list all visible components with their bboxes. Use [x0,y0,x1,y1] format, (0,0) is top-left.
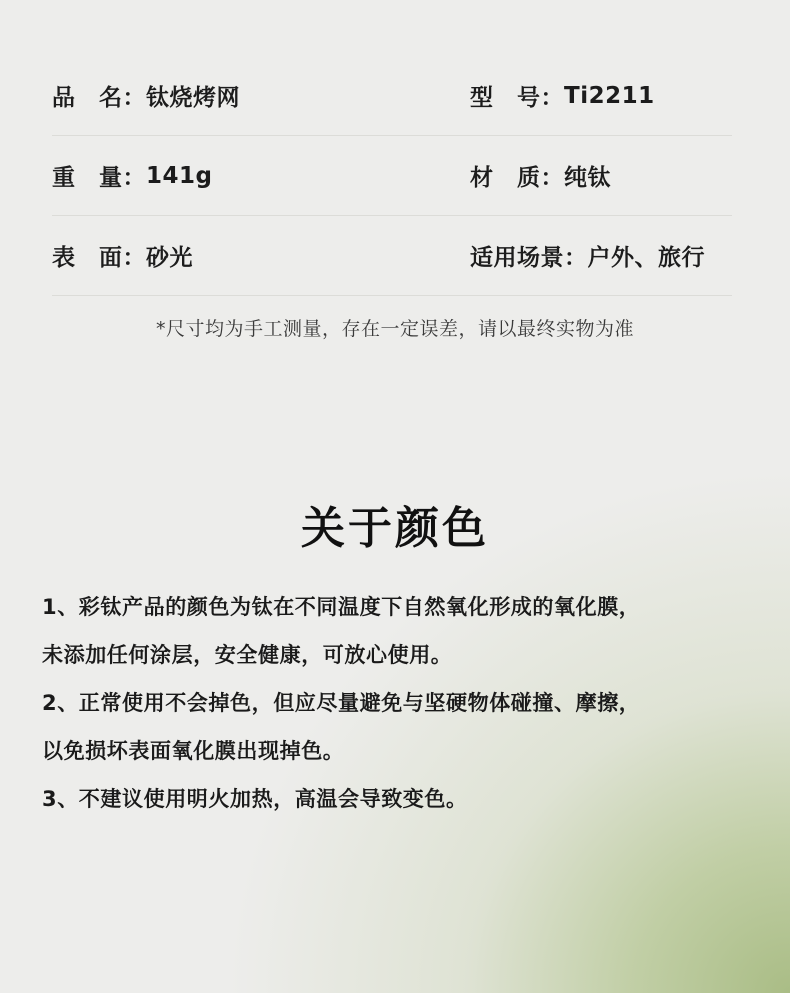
spec-item-surface [52,239,470,272]
spec-label: 型 号： [470,85,564,111]
spec-value: 钛烧烤网 [146,85,240,111]
color-info-line: 以免损坏表面氧化膜出现掉色。 [42,739,345,763]
spec-value: 纯钛 [564,165,611,191]
color-info-line: 2、正常使用不会掉色，但应尽量避免与坚硬物体碰撞、摩擦， [42,691,641,715]
spec-item-weight [52,159,470,192]
spec-value: Ti2211 [564,82,655,109]
section-title: 关于颜色 [301,503,489,554]
spec-label: 表 面： [52,245,146,271]
spec-item-scenario [470,239,732,272]
spec-label: 适用场景： [470,245,588,271]
measurement-note: *尺寸均为手工测量，存在一定误差，请以最终实物为准 [155,318,634,340]
spec-row [52,216,732,296]
spec-item-material [470,159,732,192]
spec-table [52,56,732,296]
spec-item-name [52,79,470,112]
spec-label: 重 量： [52,165,146,191]
color-info-line: 3、不建议使用明火加热，高温会导致变色。 [42,787,468,811]
color-info-line: 未添加任何涂层，安全健康，可放心使用。 [42,643,453,667]
spec-label: 材 质： [470,165,564,191]
spec-value: 砂光 [146,245,193,271]
spec-item-model [470,79,732,112]
spec-row [52,56,732,136]
spec-value: 户外、旅行 [587,245,705,271]
spec-value: 141g [146,162,213,189]
spec-row [52,136,732,216]
spec-label: 品 名： [52,85,146,111]
color-info-list [42,583,762,823]
color-info-line: 1、彩钛产品的颜色为钛在不同温度下自然氧化形成的氧化膜， [42,595,641,619]
